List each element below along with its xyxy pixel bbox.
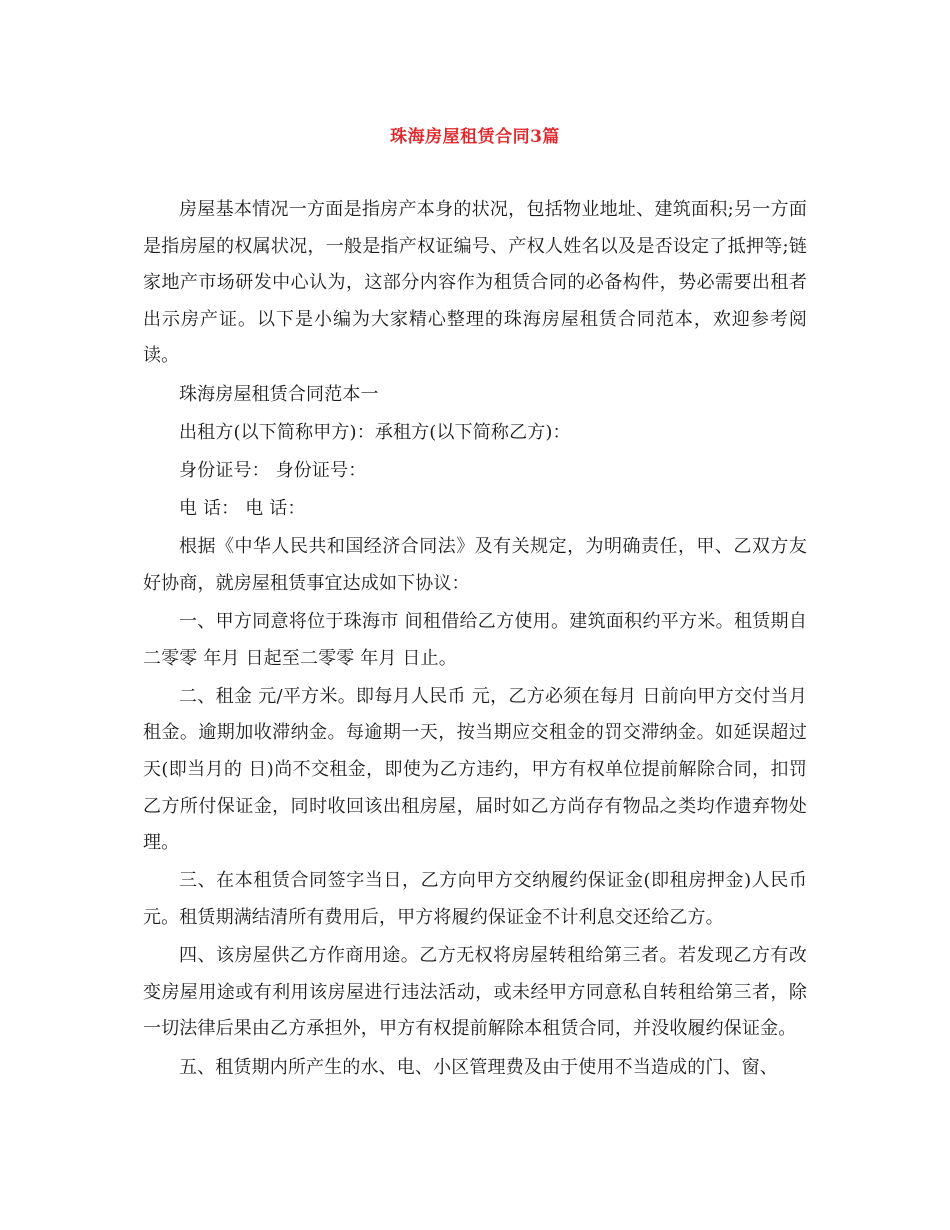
clause-5: 五、租赁期内所产生的水、电、小区管理费及由于使用不当造成的门、窗、 xyxy=(179,1056,778,1078)
section-heading: 珠海房屋租赁合同范本一 xyxy=(179,383,379,405)
id-number-line: 身份证号： 身份证号： xyxy=(179,459,367,481)
document-body xyxy=(143,192,807,1088)
document-title: 珠海房屋租赁合同3篇 xyxy=(390,127,560,147)
preamble-paragraph: 根据《中华人民共和国经济合同法》及有关规定，为明确责任，甲、乙双方友好协商，就房屋租赁事宜达成如下协议： xyxy=(143,536,807,594)
phone-line: 电 话： 电 话： xyxy=(179,498,306,520)
clause-2: 二、租金 元/平方米。即每月人民币 元，乙方必须在每月 日前向甲方交付当月租金。逾期加收滞纳金。每逾期一天，按当期应交租金的罚交滞纳金。如延误超过 天(即当月的 日)尚不交租金，即使为乙方违约，甲方有权单位提前解除合同，扣罚乙方所付保证金，同时收回该出租房屋，届时如乙方尚存有物品之类均作遗弃物处理。 xyxy=(143,685,807,854)
clause-3: 三、在本租赁合同签字当日，乙方向甲方交纳履约保证金(即租房押金)人民币 元。租赁期满结清所有费用后，甲方将履约保证金不计利息交还给乙方。 xyxy=(143,870,807,929)
clause-1: 一、甲方同意将位于珠海市 间租借给乙方使用。建筑面积约平方米。租赁期自二零零 年月 日起至二零零 年月 日止。 xyxy=(143,611,807,669)
parties-line: 出租方(以下简称甲方)：承租方(以下简称乙方)： xyxy=(179,421,571,443)
intro-paragraph: 房屋基本情况一方面是指房产本身的状况，包括物业地址、建筑面积;另一方面是指房屋的权属状况，一般是指产权证编号、产权人姓名以及是否设定了抵押等;链家地产市场研发中心认为，这部分内容作为租赁合同的必备构件，势必需要出租者出示房产证。以下是小编为大家精心整理的珠海房屋租赁合同范本，欢迎参考阅读。 xyxy=(143,199,807,367)
clause-4: 四、该房屋供乙方作商用途。乙方无权将房屋转租给第三者。若发现乙方有改变房屋用途或有利用该房屋进行违法活动，或未经甲方同意私自转租给第三者，除一切法律后果由乙方承担外，甲方有权提前解除本租赁合同，并没收履约保证金。 xyxy=(143,945,807,1040)
